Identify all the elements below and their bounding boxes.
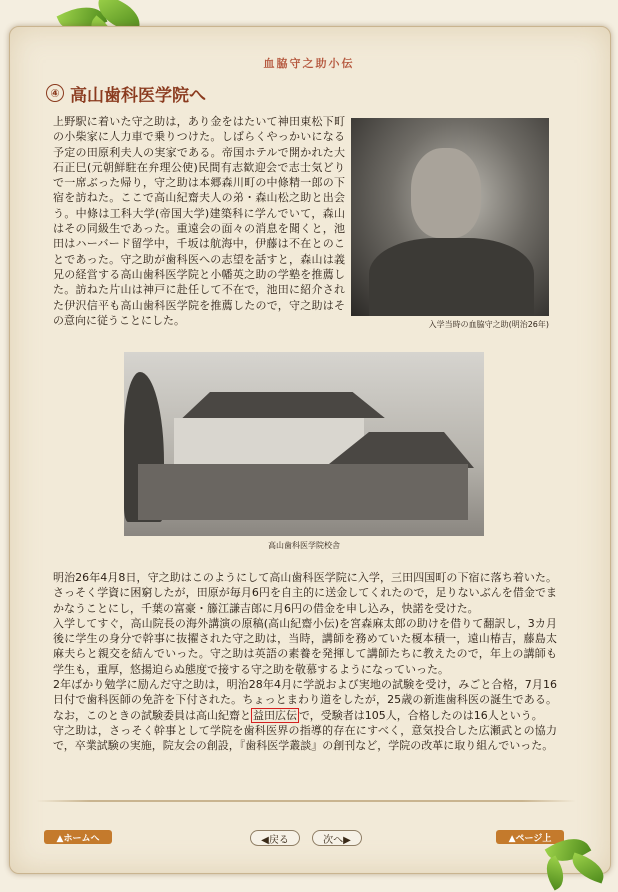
building-caption: 高山歯科医学院校舎: [268, 541, 340, 550]
paragraph-license: 2年ばかり勉学に励んだ守之助は，明治28年4月に学説および実地の試験を受け，みごと合格，7月16日付で歯科医師の免許を下付された。ちょっとまわり道をしたが，25歳の新進歯科医の誕生である。なお，このときの試験委員は高山紀齋と 益田広伝 で，受験者は105人，合格したのは16人という。: [53, 678, 557, 722]
portrait-caption: 入学当時の血脇守之助(明治26年): [428, 320, 549, 329]
highlighted-name: 益田広伝: [253, 708, 297, 722]
paragraph-translation: 入学してすぐ，高山院長の海外講演の原稿(高山紀齋小伝)を宮森麻太郎の助けを借りて翻訳し，3カ月後に学生の身分で幹事に抜擢された守之助は，当時，講師を務めていた榎本積一，遠山椿吉，藤島太麻夫らと親交を結んでいった。守之助は英語の素養を発揮して講師たちに教えたので，年上の講師も学生も，重厚，悠揚迫らぬ態度で接する守之助を敬慕するようになっていった。: [53, 616, 557, 676]
paragraph-enrollment: 明治26年4月8日，守之助はこのようにして高山歯科医学院に入学，三田四国町の下宿に落ち着いた。さっそく学資に困窮したが，田原が毎月6円を自主的に送金してくれたので，足りないぶんを借金でまかなうことにし，千葉の富豪・籐江謙吉郎に月6円の借金を申し込み，快諾を受けた。: [53, 571, 557, 615]
building-photo: [124, 352, 484, 536]
footer-divider: [36, 800, 576, 802]
series-header: [20, 52, 598, 74]
page-top-button[interactable]: ▲ページ上: [496, 830, 564, 844]
portrait-photo: [351, 118, 549, 316]
paragraph-intro: 上野駅に着いた守之助は，あり金をはたいて神田東松下町の小柴家に人力車で乗りつけた。しばらくやっかいになる予定の田原利夫人の実家である。帝国ホテルで開かれた大石正巳(元朝鮮駐在弁理公使)民間有志歓迎会で志士気どりで一席ぶった帰り，守之助は本郷森川町の中條精一郎の下宿を訪ねた。ここで高山紀齋夫人の弟・森山松之助と出会う。中條は工科大学(帝国大学)建築科に学んでいて，森山はその同級生であった。重遠会の面々の消息を聞くと，池田はハーバード留学中，千坂は航海中，伊藤は不在とのことであった。守之助が歯科医への志望を話すと，森山は義兄の経営する高山歯科医学院と小幡英之助の学塾を推薦した。訪ねた片山は神戸に赴任して不在で，池田に紹介された伊沢信平も高山歯科医学院を推薦したので，守之助はその意向に従うことにした。: [53, 115, 345, 327]
portrait-figure: [351, 118, 549, 330]
home-button[interactable]: ▲ホームへ: [44, 830, 112, 844]
main-body: [53, 570, 557, 754]
chapter-title: 高山歯科医学院へ: [70, 85, 206, 106]
chapter-number: ④: [46, 84, 64, 102]
building-figure: [124, 352, 484, 551]
back-button[interactable]: ◀戻る: [250, 830, 300, 846]
next-button[interactable]: 次へ▶: [312, 830, 362, 846]
paragraph-reform: 守之助は，さっそく幹事として学院を歯科医界の指導的存在にすべく，意気投合した広瀬武との協力で，卒業試験の実施，院友会の創設，『歯科医学叢談』の創刊など，学院の改革に取り組んでいった。: [53, 723, 557, 753]
chapter-heading: [46, 82, 206, 104]
series-title: 血脇守之助小伝: [263, 57, 355, 70]
